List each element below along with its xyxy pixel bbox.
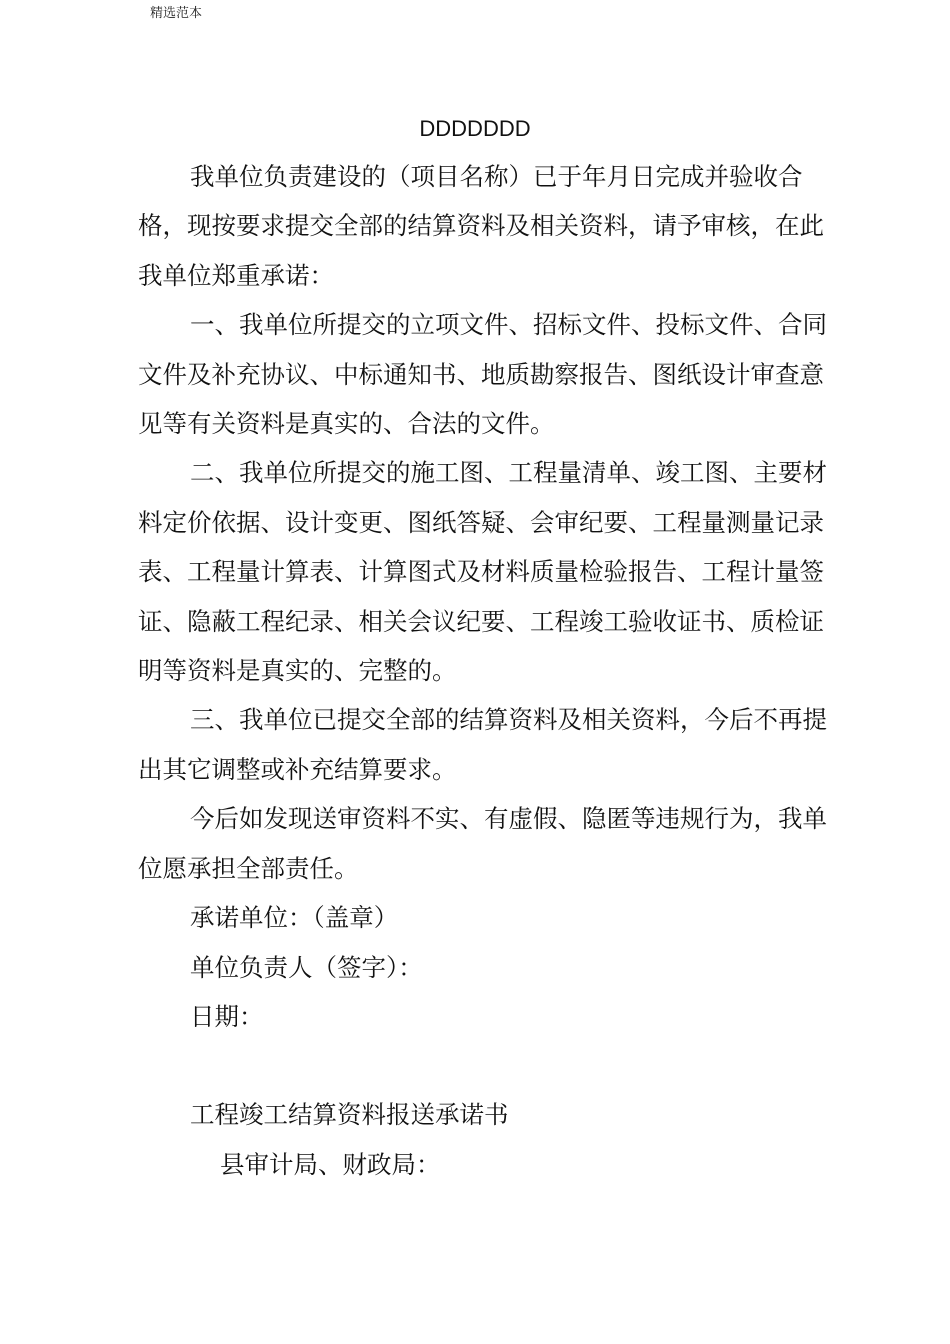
header-mark: 精选范本 [150, 6, 203, 21]
spacer [138, 1041, 828, 1090]
paragraph-liability: 今后如发现送审资料不实、有虚假、隐匿等违规行为，我单位愿承担全部责任。 [138, 804, 827, 883]
signature-date: 日期： [190, 1001, 264, 1031]
signature-unit: 承诺单位：（盖章） [190, 903, 399, 933]
addressee: 县审计局、财政局： [220, 1149, 441, 1179]
document-body [138, 152, 828, 1189]
document-title: 工程竣工结算资料报送承诺书 [190, 1100, 509, 1130]
paragraph-item-3: 三、我单位已提交全部的结算资料及相关资料，今后不再提出其它调整或补充结算要求。 [138, 705, 827, 784]
paragraph-item-1: 一、我单位所提交的立项文件、招标文件、投标文件、合同文件及补充协议、中标通知书、地质勘察报告、图纸设计审查意见等有关资料是真实的、合法的文件。 [138, 310, 827, 439]
paragraph-intro: 我单位负责建设的（项目名称）已于年月日完成并验收合格，现按要求提交全部的结算资料及相关资料，请予审核，在此我单位郑重承诺： [138, 162, 824, 290]
signature-responsible: 单位负责人（签字）： [190, 952, 423, 982]
paragraph-item-2: 二、我单位所提交的施工图、工程量清单、竣工图、主要材料定价依据、设计变更、图纸答疑、会审纪要、工程量测量记录表、工程量计算表、计算图式及材料质量检验报告、工程计量签证、隐蔽工程纪录、相关会议纪要、工程竣工验收证书、质检证明等资料是真实的、完整的。 [138, 458, 827, 686]
document-code: DDDDDDD [419, 116, 531, 141]
